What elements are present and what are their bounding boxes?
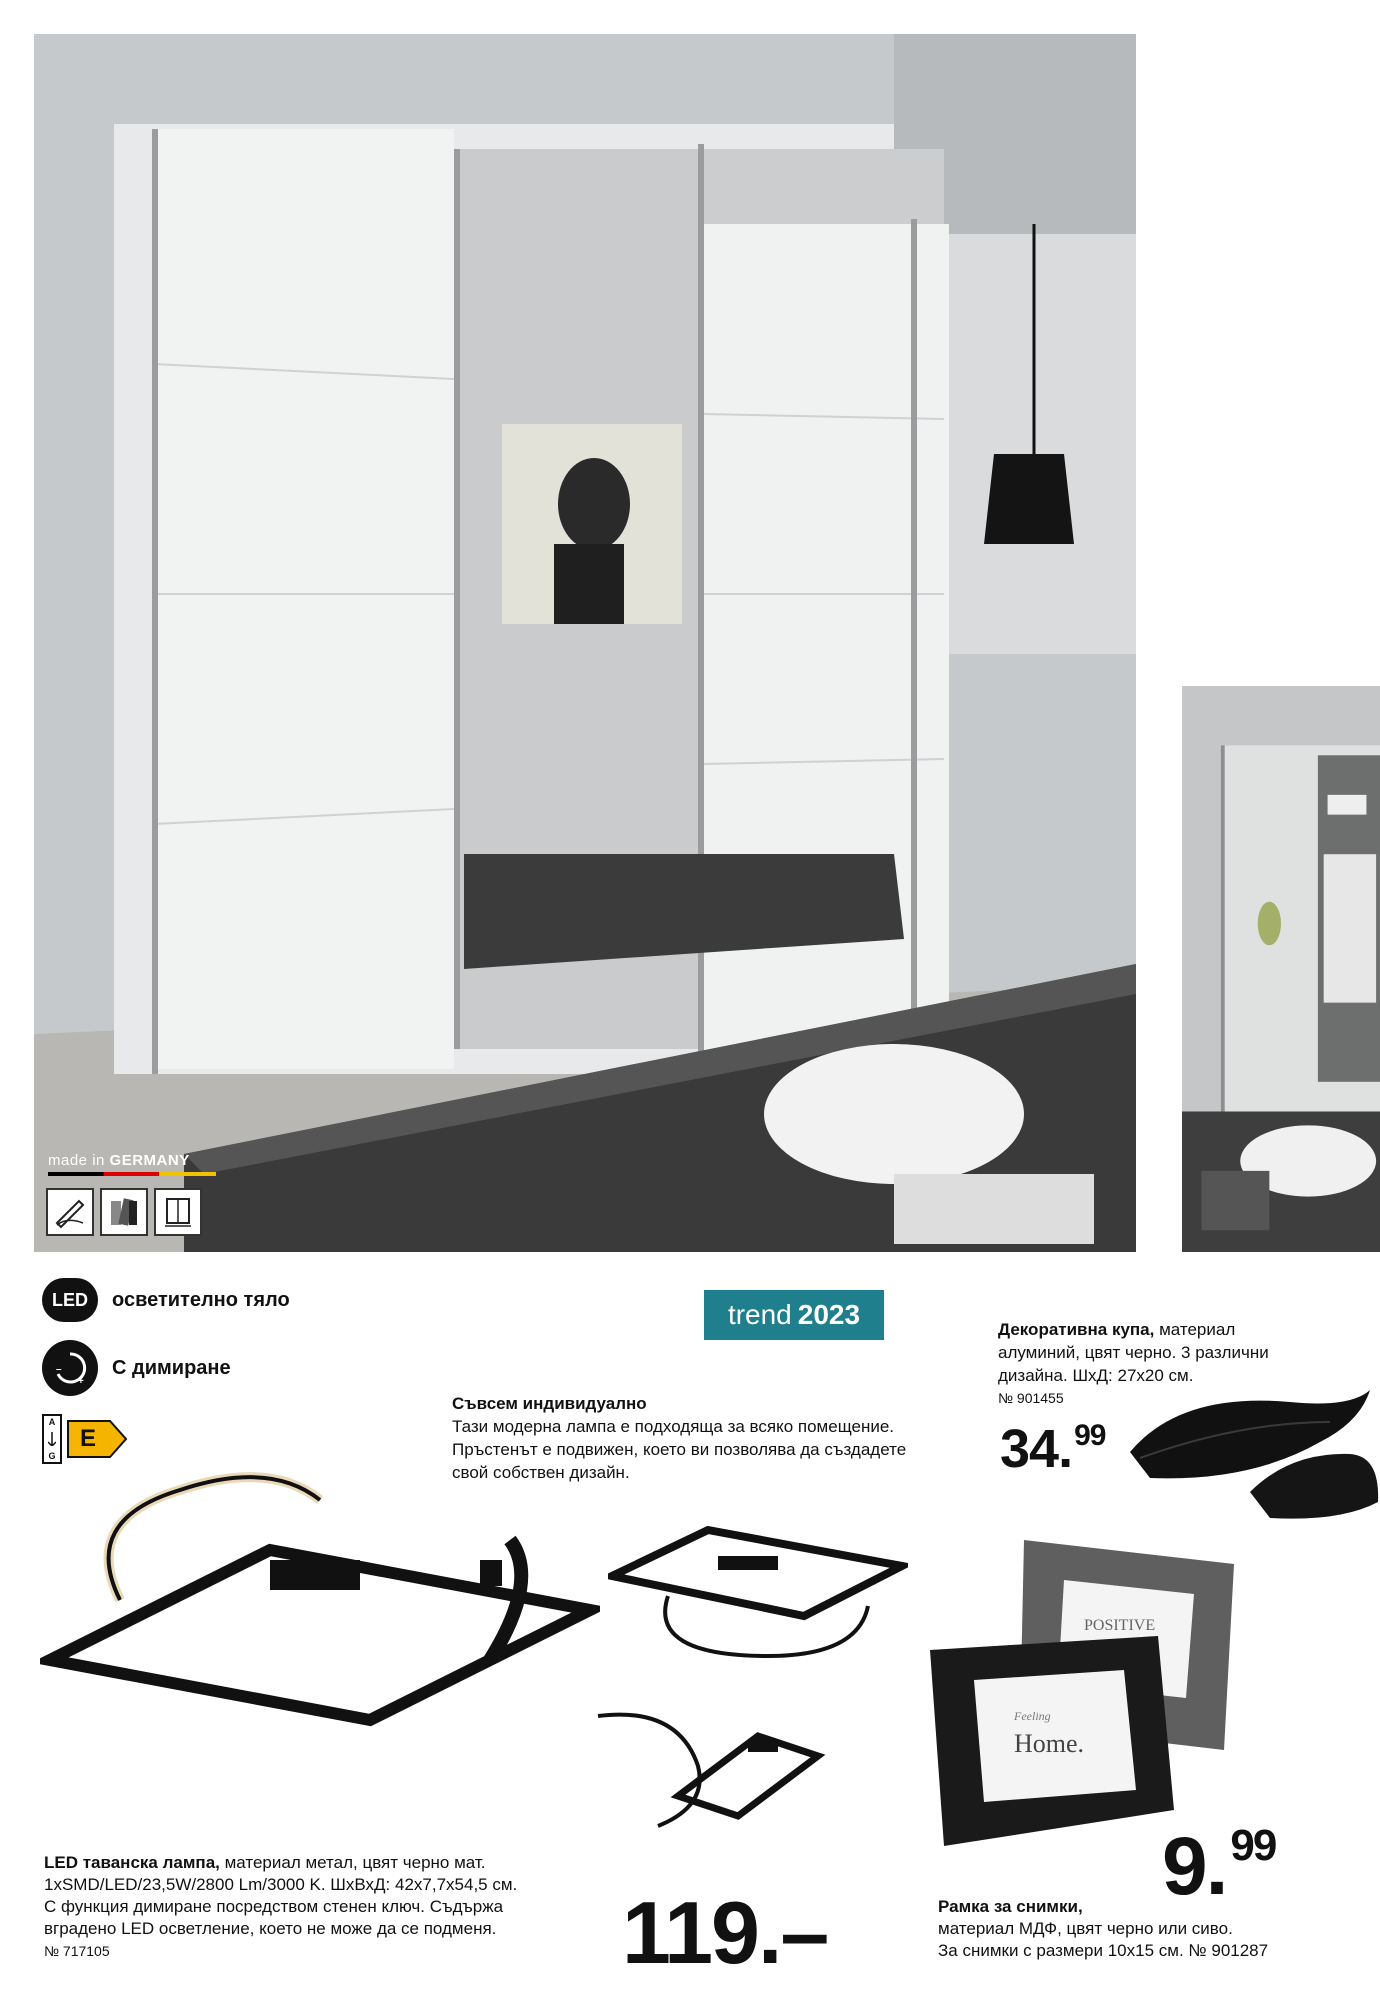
picture-frames-image bbox=[924, 1540, 1254, 1860]
wardrobe-size-icon bbox=[154, 1188, 202, 1236]
energy-label bbox=[42, 1414, 128, 1464]
svg-text:+: + bbox=[78, 1376, 84, 1387]
wardrobe-interior-photo bbox=[1176, 680, 1380, 1252]
led-lamp-description: LED таванска лампа, материал метал, цвят черно мат. 1xSMD/LED/23,5W/2800 Lm/3000 K. ШхВхД: 42x7,7x54,5 см. С функция димиране посредством стенен ключ. Съдържа вградено LED осветление, което не може да се подменя. № 717105 bbox=[44, 1852, 604, 1962]
led-ceiling-lamp-main-image bbox=[40, 1460, 600, 1760]
lamp-intro-body: Тази модерна лампа е подходяща за всяко помещение. Пръстенът е подвижен, което ви позволява да създадете свой собствен дизайн. bbox=[452, 1417, 907, 1482]
lamp-intro-heading: Съвсем индивидуално bbox=[452, 1394, 647, 1413]
frame-back-text: POSITIVE bbox=[1084, 1617, 1156, 1634]
svg-text:–: – bbox=[56, 1364, 62, 1375]
frame-front-text: Home. bbox=[1014, 1729, 1085, 1758]
dimmer-icon bbox=[42, 1340, 98, 1396]
led-ceiling-lamp-variant-image bbox=[608, 1506, 908, 1666]
led-badge-text: осветително тяло bbox=[112, 1288, 290, 1311]
decorative-bowl-image bbox=[1120, 1382, 1380, 1522]
led-badge: LED bbox=[42, 1278, 98, 1322]
german-flag-stripe bbox=[48, 1172, 216, 1176]
energy-class-badge: E bbox=[66, 1419, 128, 1459]
bowl-description: Декоративна купа, материал алуминий, цвят черно. 3 различни дизайна. ШхД: 27x20 см. № 901455 bbox=[998, 1318, 1318, 1410]
frame-front-script-text: Feeling bbox=[1014, 1709, 1051, 1723]
bowl-price: 34.99 bbox=[1000, 1419, 1106, 1479]
led-ceiling-lamp-variant2-image bbox=[558, 1696, 838, 1846]
color-swatch-icon bbox=[100, 1188, 148, 1236]
frame-description: Рамка за снимки, материал МДФ, цвят черно или сиво. За снимки с размери 10x15 см. № 901287 bbox=[938, 1897, 1269, 1960]
dimmer-badge-row bbox=[42, 1340, 231, 1396]
energy-scale: A G bbox=[42, 1414, 62, 1464]
bowl-art-no: № 901455 bbox=[998, 1390, 1064, 1406]
led-badge-row bbox=[42, 1278, 290, 1322]
led-lamp-art-no: № 717105 bbox=[44, 1943, 110, 1959]
led-lamp-price: 119.– bbox=[622, 1883, 828, 1982]
pencil-sketch-icon bbox=[46, 1188, 94, 1236]
trend-badge: trend 2023 bbox=[704, 1290, 884, 1340]
dimmer-badge-text: С димиране bbox=[112, 1356, 231, 1379]
made-in-label: made in GERMANY bbox=[48, 1152, 190, 1169]
wardrobe-photo bbox=[34, 34, 1136, 1252]
frame-price: 9.99 bbox=[1162, 1821, 1276, 1912]
feature-icons bbox=[46, 1188, 202, 1236]
